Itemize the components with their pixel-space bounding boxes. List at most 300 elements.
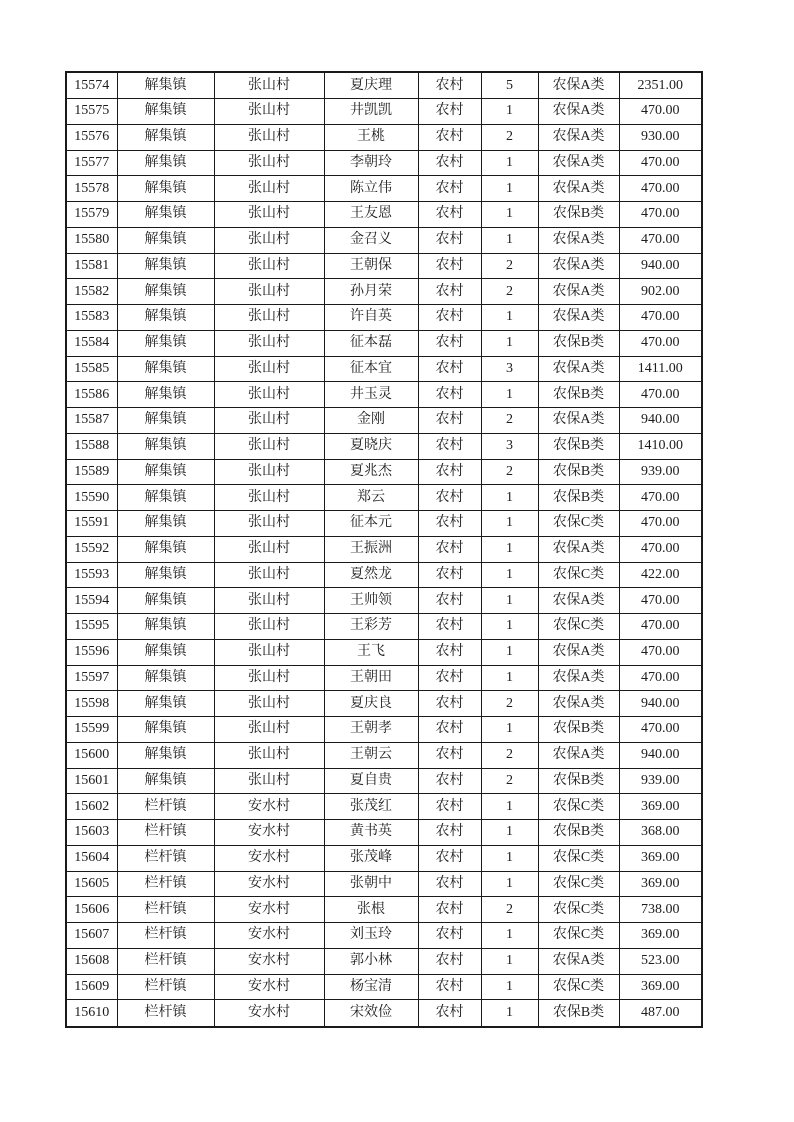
cell-residence-type: 农村 xyxy=(418,433,481,459)
cell-town: 解集镇 xyxy=(117,124,214,150)
table-row xyxy=(66,356,702,382)
table-row xyxy=(66,768,702,794)
cell-insurance-category: 农保A类 xyxy=(538,227,619,253)
cell-amount: 470.00 xyxy=(619,176,702,202)
cell-village: 张山村 xyxy=(214,279,324,305)
cell-village: 安水村 xyxy=(214,845,324,871)
cell-id: 15589 xyxy=(66,459,117,485)
cell-amount: 470.00 xyxy=(619,382,702,408)
cell-town: 解集镇 xyxy=(117,202,214,228)
cell-name: 黄书英 xyxy=(324,820,418,846)
cell-name: 王振洲 xyxy=(324,536,418,562)
table-row xyxy=(66,871,702,897)
cell-village: 张山村 xyxy=(214,72,324,99)
cell-id: 15604 xyxy=(66,845,117,871)
table-row xyxy=(66,72,702,99)
table-row xyxy=(66,279,702,305)
table-row xyxy=(66,820,702,846)
cell-insurance-category: 农保A类 xyxy=(538,639,619,665)
table-row xyxy=(66,923,702,949)
cell-insurance-category: 农保B类 xyxy=(538,202,619,228)
cell-amount: 470.00 xyxy=(619,150,702,176)
cell-id: 15576 xyxy=(66,124,117,150)
cell-insurance-category: 农保B类 xyxy=(538,433,619,459)
cell-id: 15585 xyxy=(66,356,117,382)
cell-residence-type: 农村 xyxy=(418,974,481,1000)
cell-id: 15581 xyxy=(66,253,117,279)
cell-town: 栏杆镇 xyxy=(117,897,214,923)
cell-village: 张山村 xyxy=(214,227,324,253)
cell-person-count: 1 xyxy=(481,536,538,562)
cell-person-count: 1 xyxy=(481,1000,538,1027)
cell-person-count: 1 xyxy=(481,820,538,846)
cell-residence-type: 农村 xyxy=(418,202,481,228)
cell-name: 张朝中 xyxy=(324,871,418,897)
cell-village: 安水村 xyxy=(214,897,324,923)
cell-id: 15582 xyxy=(66,279,117,305)
cell-id: 15600 xyxy=(66,742,117,768)
cell-insurance-category: 农保A类 xyxy=(538,356,619,382)
cell-amount: 470.00 xyxy=(619,614,702,640)
cell-village: 张山村 xyxy=(214,330,324,356)
table-row xyxy=(66,639,702,665)
cell-person-count: 1 xyxy=(481,382,538,408)
cell-town: 解集镇 xyxy=(117,691,214,717)
cell-town: 解集镇 xyxy=(117,433,214,459)
cell-insurance-category: 农保A类 xyxy=(538,279,619,305)
cell-village: 张山村 xyxy=(214,253,324,279)
cell-town: 栏杆镇 xyxy=(117,845,214,871)
cell-town: 栏杆镇 xyxy=(117,1000,214,1027)
insurance-roster-table-body xyxy=(66,72,702,1027)
cell-name: 王朝孝 xyxy=(324,717,418,743)
table-row xyxy=(66,202,702,228)
cell-id: 15584 xyxy=(66,330,117,356)
cell-name: 杨宝清 xyxy=(324,974,418,1000)
cell-name: 孙月荣 xyxy=(324,279,418,305)
cell-village: 安水村 xyxy=(214,974,324,1000)
cell-village: 张山村 xyxy=(214,691,324,717)
cell-insurance-category: 农保A类 xyxy=(538,305,619,331)
cell-name: 王朝保 xyxy=(324,253,418,279)
cell-id: 15583 xyxy=(66,305,117,331)
cell-person-count: 1 xyxy=(481,871,538,897)
cell-id: 15587 xyxy=(66,408,117,434)
cell-name: 征本磊 xyxy=(324,330,418,356)
cell-person-count: 2 xyxy=(481,768,538,794)
cell-id: 15597 xyxy=(66,665,117,691)
cell-insurance-category: 农保C类 xyxy=(538,845,619,871)
cell-person-count: 1 xyxy=(481,485,538,511)
cell-id: 15592 xyxy=(66,536,117,562)
cell-person-count: 2 xyxy=(481,279,538,305)
table-row xyxy=(66,176,702,202)
cell-person-count: 1 xyxy=(481,845,538,871)
cell-village: 张山村 xyxy=(214,639,324,665)
cell-village: 安水村 xyxy=(214,1000,324,1027)
cell-amount: 470.00 xyxy=(619,511,702,537)
cell-name: 王朝田 xyxy=(324,665,418,691)
cell-town: 解集镇 xyxy=(117,511,214,537)
cell-insurance-category: 农保A类 xyxy=(538,691,619,717)
cell-insurance-category: 农保A类 xyxy=(538,253,619,279)
cell-village: 安水村 xyxy=(214,820,324,846)
cell-town: 栏杆镇 xyxy=(117,820,214,846)
cell-residence-type: 农村 xyxy=(418,150,481,176)
cell-residence-type: 农村 xyxy=(418,305,481,331)
cell-name: 王帅领 xyxy=(324,588,418,614)
cell-residence-type: 农村 xyxy=(418,820,481,846)
cell-name: 王桃 xyxy=(324,124,418,150)
cell-name: 金刚 xyxy=(324,408,418,434)
cell-insurance-category: 农保B类 xyxy=(538,1000,619,1027)
cell-id: 15588 xyxy=(66,433,117,459)
cell-village: 安水村 xyxy=(214,923,324,949)
cell-insurance-category: 农保A类 xyxy=(538,72,619,99)
table-row xyxy=(66,511,702,537)
table-row xyxy=(66,948,702,974)
cell-residence-type: 农村 xyxy=(418,742,481,768)
table-row xyxy=(66,99,702,125)
cell-name: 许自英 xyxy=(324,305,418,331)
cell-name: 张茂峰 xyxy=(324,845,418,871)
cell-id: 15602 xyxy=(66,794,117,820)
cell-person-count: 5 xyxy=(481,72,538,99)
cell-town: 解集镇 xyxy=(117,485,214,511)
insurance-roster-table xyxy=(65,71,703,1028)
cell-village: 张山村 xyxy=(214,665,324,691)
cell-person-count: 1 xyxy=(481,202,538,228)
cell-amount: 902.00 xyxy=(619,279,702,305)
cell-amount: 940.00 xyxy=(619,742,702,768)
cell-name: 郑云 xyxy=(324,485,418,511)
cell-name: 王飞 xyxy=(324,639,418,665)
table-row xyxy=(66,150,702,176)
cell-amount: 369.00 xyxy=(619,845,702,871)
cell-amount: 369.00 xyxy=(619,871,702,897)
cell-residence-type: 农村 xyxy=(418,99,481,125)
table-row xyxy=(66,382,702,408)
cell-name: 李朝玲 xyxy=(324,150,418,176)
cell-residence-type: 农村 xyxy=(418,871,481,897)
cell-village: 安水村 xyxy=(214,948,324,974)
cell-residence-type: 农村 xyxy=(418,562,481,588)
cell-name: 金召义 xyxy=(324,227,418,253)
cell-name: 征本宜 xyxy=(324,356,418,382)
cell-person-count: 1 xyxy=(481,665,538,691)
cell-person-count: 1 xyxy=(481,227,538,253)
table-row xyxy=(66,897,702,923)
cell-town: 解集镇 xyxy=(117,717,214,743)
cell-amount: 1410.00 xyxy=(619,433,702,459)
cell-amount: 487.00 xyxy=(619,1000,702,1027)
cell-amount: 940.00 xyxy=(619,253,702,279)
cell-id: 15610 xyxy=(66,1000,117,1027)
cell-id: 15580 xyxy=(66,227,117,253)
cell-amount: 470.00 xyxy=(619,717,702,743)
cell-amount: 940.00 xyxy=(619,408,702,434)
cell-insurance-category: 农保C类 xyxy=(538,974,619,1000)
cell-amount: 369.00 xyxy=(619,923,702,949)
cell-amount: 523.00 xyxy=(619,948,702,974)
cell-insurance-category: 农保B类 xyxy=(538,717,619,743)
table-row xyxy=(66,433,702,459)
cell-residence-type: 农村 xyxy=(418,253,481,279)
cell-name: 张茂红 xyxy=(324,794,418,820)
cell-residence-type: 农村 xyxy=(418,794,481,820)
cell-person-count: 1 xyxy=(481,588,538,614)
cell-residence-type: 农村 xyxy=(418,536,481,562)
cell-town: 解集镇 xyxy=(117,356,214,382)
cell-residence-type: 农村 xyxy=(418,279,481,305)
cell-insurance-category: 农保C类 xyxy=(538,562,619,588)
cell-village: 张山村 xyxy=(214,768,324,794)
cell-id: 15596 xyxy=(66,639,117,665)
cell-insurance-category: 农保C类 xyxy=(538,923,619,949)
cell-person-count: 1 xyxy=(481,923,538,949)
cell-insurance-category: 农保C类 xyxy=(538,871,619,897)
cell-insurance-category: 农保B类 xyxy=(538,768,619,794)
cell-name: 夏自贵 xyxy=(324,768,418,794)
cell-residence-type: 农村 xyxy=(418,614,481,640)
cell-village: 张山村 xyxy=(214,408,324,434)
cell-insurance-category: 农保B类 xyxy=(538,459,619,485)
cell-village: 张山村 xyxy=(214,588,324,614)
cell-residence-type: 农村 xyxy=(418,485,481,511)
cell-amount: 1411.00 xyxy=(619,356,702,382)
table-row xyxy=(66,1000,702,1027)
cell-residence-type: 农村 xyxy=(418,408,481,434)
cell-town: 解集镇 xyxy=(117,742,214,768)
cell-town: 解集镇 xyxy=(117,408,214,434)
cell-amount: 738.00 xyxy=(619,897,702,923)
cell-residence-type: 农村 xyxy=(418,588,481,614)
cell-insurance-category: 农保B类 xyxy=(538,485,619,511)
cell-insurance-category: 农保A类 xyxy=(538,408,619,434)
cell-person-count: 1 xyxy=(481,974,538,1000)
cell-id: 15606 xyxy=(66,897,117,923)
cell-village: 张山村 xyxy=(214,99,324,125)
cell-town: 解集镇 xyxy=(117,639,214,665)
cell-id: 15575 xyxy=(66,99,117,125)
table-row xyxy=(66,330,702,356)
cell-insurance-category: 农保A类 xyxy=(538,176,619,202)
cell-town: 解集镇 xyxy=(117,330,214,356)
cell-village: 张山村 xyxy=(214,511,324,537)
cell-name: 夏晓庆 xyxy=(324,433,418,459)
cell-residence-type: 农村 xyxy=(418,227,481,253)
cell-insurance-category: 农保A类 xyxy=(538,588,619,614)
cell-person-count: 1 xyxy=(481,717,538,743)
cell-id: 15577 xyxy=(66,150,117,176)
cell-name: 郭小林 xyxy=(324,948,418,974)
cell-residence-type: 农村 xyxy=(418,511,481,537)
cell-id: 15607 xyxy=(66,923,117,949)
table-row xyxy=(66,253,702,279)
cell-amount: 368.00 xyxy=(619,820,702,846)
cell-id: 15608 xyxy=(66,948,117,974)
cell-person-count: 3 xyxy=(481,433,538,459)
cell-town: 解集镇 xyxy=(117,614,214,640)
table-row xyxy=(66,742,702,768)
cell-person-count: 1 xyxy=(481,639,538,665)
cell-residence-type: 农村 xyxy=(418,845,481,871)
table-row xyxy=(66,227,702,253)
cell-insurance-category: 农保B类 xyxy=(538,330,619,356)
cell-village: 张山村 xyxy=(214,124,324,150)
cell-village: 张山村 xyxy=(214,459,324,485)
cell-amount: 940.00 xyxy=(619,691,702,717)
cell-town: 解集镇 xyxy=(117,176,214,202)
cell-id: 15586 xyxy=(66,382,117,408)
cell-person-count: 2 xyxy=(481,691,538,717)
cell-town: 解集镇 xyxy=(117,588,214,614)
cell-amount: 369.00 xyxy=(619,974,702,1000)
table-row xyxy=(66,845,702,871)
cell-id: 15593 xyxy=(66,562,117,588)
table-row xyxy=(66,408,702,434)
table-row xyxy=(66,459,702,485)
cell-town: 解集镇 xyxy=(117,72,214,99)
cell-person-count: 1 xyxy=(481,305,538,331)
cell-residence-type: 农村 xyxy=(418,768,481,794)
cell-insurance-category: 农保A类 xyxy=(538,742,619,768)
cell-id: 15595 xyxy=(66,614,117,640)
cell-id: 15605 xyxy=(66,871,117,897)
cell-town: 解集镇 xyxy=(117,382,214,408)
cell-amount: 470.00 xyxy=(619,536,702,562)
table-row xyxy=(66,124,702,150)
cell-insurance-category: 农保A类 xyxy=(538,536,619,562)
cell-town: 解集镇 xyxy=(117,562,214,588)
cell-town: 栏杆镇 xyxy=(117,974,214,1000)
cell-residence-type: 农村 xyxy=(418,124,481,150)
cell-name: 井玉灵 xyxy=(324,382,418,408)
cell-insurance-category: 农保C类 xyxy=(538,614,619,640)
table-row xyxy=(66,794,702,820)
cell-village: 张山村 xyxy=(214,202,324,228)
cell-name: 刘玉玲 xyxy=(324,923,418,949)
table-row xyxy=(66,691,702,717)
cell-amount: 470.00 xyxy=(619,485,702,511)
cell-amount: 470.00 xyxy=(619,99,702,125)
cell-residence-type: 农村 xyxy=(418,948,481,974)
cell-person-count: 1 xyxy=(481,948,538,974)
cell-amount: 470.00 xyxy=(619,202,702,228)
cell-residence-type: 农村 xyxy=(418,356,481,382)
cell-insurance-category: 农保C类 xyxy=(538,794,619,820)
cell-name: 张根 xyxy=(324,897,418,923)
table-row xyxy=(66,614,702,640)
cell-id: 15603 xyxy=(66,820,117,846)
cell-residence-type: 农村 xyxy=(418,459,481,485)
cell-id: 15579 xyxy=(66,202,117,228)
cell-name: 陈立伟 xyxy=(324,176,418,202)
cell-amount: 470.00 xyxy=(619,330,702,356)
cell-town: 解集镇 xyxy=(117,305,214,331)
cell-person-count: 1 xyxy=(481,150,538,176)
cell-amount: 470.00 xyxy=(619,665,702,691)
cell-person-count: 2 xyxy=(481,742,538,768)
cell-town: 解集镇 xyxy=(117,768,214,794)
cell-village: 安水村 xyxy=(214,871,324,897)
cell-residence-type: 农村 xyxy=(418,382,481,408)
cell-insurance-category: 农保C类 xyxy=(538,511,619,537)
cell-insurance-category: 农保A类 xyxy=(538,124,619,150)
cell-village: 张山村 xyxy=(214,536,324,562)
cell-residence-type: 农村 xyxy=(418,1000,481,1027)
cell-town: 栏杆镇 xyxy=(117,794,214,820)
cell-village: 安水村 xyxy=(214,794,324,820)
cell-name: 王友恩 xyxy=(324,202,418,228)
cell-id: 15591 xyxy=(66,511,117,537)
cell-village: 张山村 xyxy=(214,150,324,176)
cell-village: 张山村 xyxy=(214,742,324,768)
cell-town: 解集镇 xyxy=(117,459,214,485)
cell-amount: 470.00 xyxy=(619,639,702,665)
cell-person-count: 1 xyxy=(481,614,538,640)
cell-name: 王朝云 xyxy=(324,742,418,768)
cell-insurance-category: 农保A类 xyxy=(538,665,619,691)
table-row xyxy=(66,588,702,614)
cell-name: 夏庆理 xyxy=(324,72,418,99)
cell-person-count: 2 xyxy=(481,897,538,923)
table-row xyxy=(66,485,702,511)
cell-insurance-category: 农保B类 xyxy=(538,382,619,408)
cell-person-count: 2 xyxy=(481,253,538,279)
cell-residence-type: 农村 xyxy=(418,665,481,691)
cell-amount: 369.00 xyxy=(619,794,702,820)
cell-residence-type: 农村 xyxy=(418,691,481,717)
cell-person-count: 1 xyxy=(481,562,538,588)
table-row xyxy=(66,665,702,691)
table-row xyxy=(66,562,702,588)
table-row xyxy=(66,305,702,331)
table-row xyxy=(66,717,702,743)
cell-town: 解集镇 xyxy=(117,253,214,279)
cell-village: 张山村 xyxy=(214,562,324,588)
cell-town: 栏杆镇 xyxy=(117,923,214,949)
cell-residence-type: 农村 xyxy=(418,923,481,949)
cell-name: 夏兆杰 xyxy=(324,459,418,485)
cell-person-count: 2 xyxy=(481,408,538,434)
cell-village: 张山村 xyxy=(214,382,324,408)
cell-name: 夏庆良 xyxy=(324,691,418,717)
cell-id: 15598 xyxy=(66,691,117,717)
cell-id: 15574 xyxy=(66,72,117,99)
cell-person-count: 1 xyxy=(481,511,538,537)
cell-village: 张山村 xyxy=(214,614,324,640)
cell-town: 解集镇 xyxy=(117,536,214,562)
cell-village: 张山村 xyxy=(214,356,324,382)
cell-id: 15578 xyxy=(66,176,117,202)
cell-residence-type: 农村 xyxy=(418,717,481,743)
cell-person-count: 1 xyxy=(481,99,538,125)
cell-insurance-category: 农保B类 xyxy=(538,820,619,846)
cell-insurance-category: 农保C类 xyxy=(538,897,619,923)
cell-village: 张山村 xyxy=(214,433,324,459)
cell-amount: 470.00 xyxy=(619,588,702,614)
cell-village: 张山村 xyxy=(214,305,324,331)
cell-id: 15609 xyxy=(66,974,117,1000)
cell-amount: 939.00 xyxy=(619,459,702,485)
cell-person-count: 1 xyxy=(481,330,538,356)
cell-person-count: 1 xyxy=(481,794,538,820)
table-row xyxy=(66,536,702,562)
cell-amount: 2351.00 xyxy=(619,72,702,99)
cell-insurance-category: 农保A类 xyxy=(538,948,619,974)
cell-town: 栏杆镇 xyxy=(117,871,214,897)
